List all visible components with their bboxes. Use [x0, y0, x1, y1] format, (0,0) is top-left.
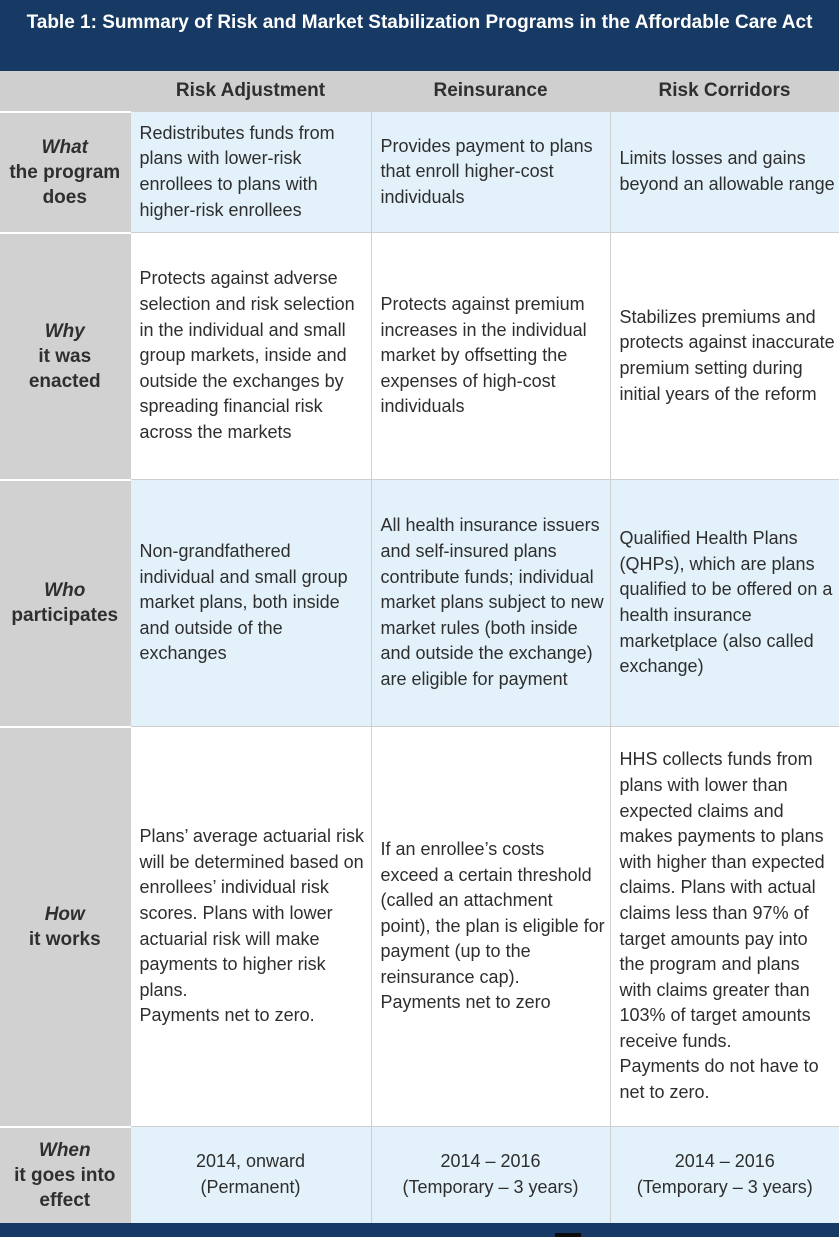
row-header-keyword: Why	[44, 320, 85, 342]
corner-cell	[0, 71, 130, 112]
table-row-who	[0, 480, 839, 727]
row-header-keyword: How	[44, 903, 85, 925]
row-header-keyword: What	[41, 136, 88, 158]
row-header-rest: it was enacted	[28, 345, 101, 392]
column-header-risk-adjustment: Risk Adjustment	[130, 71, 371, 112]
footer-bar	[0, 1223, 839, 1237]
cell-reinsurance: 2014 – 2016 (Temporary – 3 years)	[371, 1127, 610, 1223]
table-row-when	[0, 1127, 839, 1223]
row-header-rest: participates	[11, 605, 119, 626]
cell-reinsurance: Protects against premium increases in the individual market by offsetting the expenses of high-cost individuals	[371, 233, 610, 480]
cell-risk-adjustment: Redistributes funds from plans with lower-risk enrollees to plans with higher-risk enrollees	[130, 112, 371, 233]
cell-risk-adjustment: Plans’ average actuarial risk will be determined based on enrollees’ individual risk scores. Plans with lower actuarial risk will make payments to higher risk plans. Payments net to zero.	[130, 727, 371, 1127]
row-header-what	[0, 112, 130, 233]
summary-table	[0, 71, 839, 1223]
row-header-how	[0, 727, 130, 1127]
cell-risk-adjustment: Protects against adverse selection and risk selection in the individual and small group markets, inside and outside the exchanges by spreading financial risk across the markets	[130, 233, 371, 480]
cell-reinsurance: Provides payment to plans that enroll higher-cost individuals	[371, 112, 610, 233]
cell-risk-corridors: Stabilizes premiums and protects against inaccurate premium setting during initial years of the reform	[610, 233, 839, 480]
table-row-how	[0, 727, 839, 1127]
cell-risk-adjustment: 2014, onward (Permanent)	[130, 1127, 371, 1223]
row-header-rest: the program does	[9, 161, 121, 208]
table-title: Table 1: Summary of Risk and Market Stabilization Programs in the Affordable Care Act	[0, 0, 839, 71]
cell-reinsurance: If an enrollee’s costs exceed a certain threshold (called an attachment point), the plan is eligible for payment (up to the reinsurance cap). Payments net to zero	[371, 727, 610, 1127]
row-header-keyword: Who	[44, 580, 86, 601]
cell-reinsurance: All health insurance issuers and self-insured plans contribute funds; individual market plans subject to new market rules (both inside and outside the exchange) are eligible for payment	[371, 480, 610, 727]
column-header-row	[0, 71, 839, 112]
row-header-why	[0, 233, 130, 480]
row-header-rest: it works	[28, 928, 101, 950]
footer-mark	[555, 1233, 581, 1237]
row-header-rest: it goes into effect	[14, 1164, 116, 1211]
cell-risk-corridors: Qualified Health Plans (QHPs), which are plans qualified to be offered on a health insurance marketplace (also called exchange)	[610, 480, 839, 727]
row-header-when	[0, 1127, 130, 1223]
row-header-keyword: When	[38, 1139, 91, 1161]
cell-risk-adjustment: Non-grandfathered individual and small group market plans, both inside and outside of the exchanges	[130, 480, 371, 727]
table-row-what	[0, 112, 839, 233]
row-header-who	[0, 480, 130, 727]
column-header-reinsurance: Reinsurance	[371, 71, 610, 112]
cell-risk-corridors: HHS collects funds from plans with lower than expected claims and makes payments to plans with higher than expected claims. Plans with actual claims less than 97% of target amounts pay into the program and plans with claims greater than 103% of target amounts receive funds. Payments do not have to net to zero.	[610, 727, 839, 1127]
cell-risk-corridors: 2014 – 2016 (Temporary – 3 years)	[610, 1127, 839, 1223]
table-row-why	[0, 233, 839, 480]
column-header-risk-corridors: Risk Corridors	[610, 71, 839, 112]
cell-risk-corridors: Limits losses and gains beyond an allowable range	[610, 112, 839, 233]
